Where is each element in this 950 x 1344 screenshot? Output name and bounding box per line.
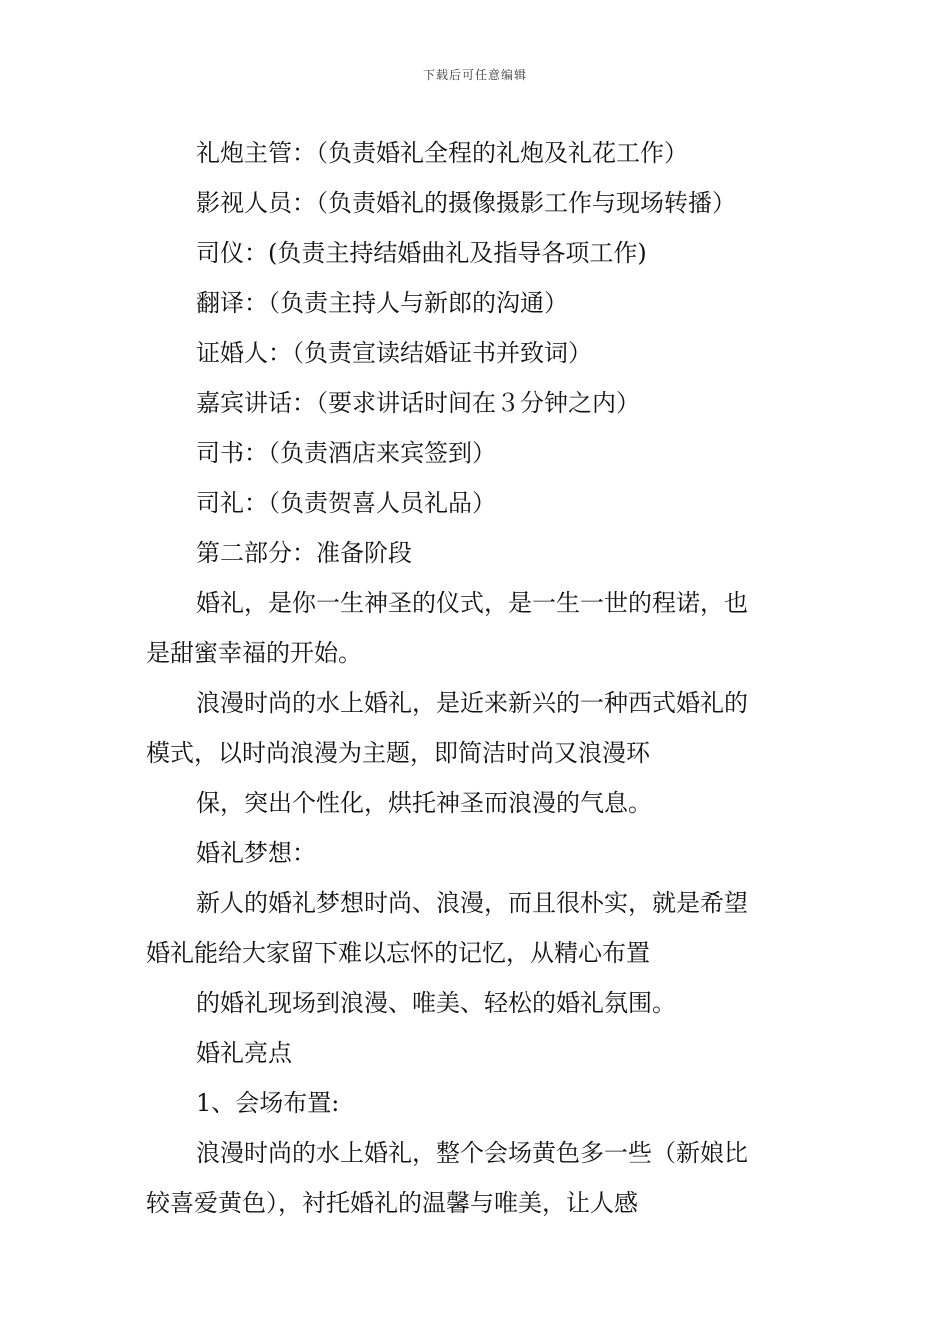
text-line: 婚礼能给大家留下难以忘怀的记忆，从精心布置 <box>146 939 650 967</box>
text-line: 影视人员：（负责婚礼的摄像摄影工作与现场转播） <box>196 189 736 217</box>
text-line: 的婚礼现场到浪漫、唯美、轻松的婚礼氛围。 <box>196 989 676 1017</box>
text-line: 婚礼亮点 <box>196 1039 292 1067</box>
text-line: 是甜蜜幸福的开始。 <box>146 639 362 667</box>
text-line: 司书：（负责酒店来宾签到） <box>196 439 496 467</box>
text-line: 浪漫时尚的水上婚礼，整个会场黄色多一些（新娘比 <box>196 1139 748 1167</box>
text-line: 证婚人：（负责宣读结婚证书并致词） <box>196 339 592 367</box>
text-line: 新人的婚礼梦想时尚、浪漫，而且很朴实，就是希望 <box>196 889 748 917</box>
text-line: 模式，以时尚浪漫为主题，即简洁时尚又浪漫环 <box>146 739 650 767</box>
text-line: 婚礼，是你一生神圣的仪式，是一生一世的程诺，也 <box>196 589 748 617</box>
text-line: 浪漫时尚的水上婚礼，是近来新兴的一种西式婚礼的 <box>196 689 748 717</box>
text-line: 婚礼梦想： <box>196 839 316 867</box>
text-line: 1、会场布置: <box>196 1089 340 1117</box>
page-header: 下载后可任意编辑 <box>422 68 527 82</box>
document-body <box>146 128 810 1228</box>
text-line: 司仪：(负责主持结婚曲礼及指导各项工作) <box>196 239 647 267</box>
text-line: 保，突出个性化，烘托神圣而浪漫的气息。 <box>196 789 652 817</box>
text-line: 较喜爱黄色），衬托婚礼的温馨与唯美，让人感 <box>146 1189 638 1217</box>
text-line: 礼炮主管：（负责婚礼全程的礼炮及礼花工作） <box>196 139 688 167</box>
text-line: 第二部分：准备阶段 <box>196 539 412 567</box>
text-line: 嘉宾讲话：（要求讲话时间在３分钟之内） <box>196 389 640 417</box>
text-line: 司礼：（负责贺喜人员礼品） <box>196 489 496 517</box>
text-line: 翻译：（负责主持人与新郎的沟通） <box>196 289 568 317</box>
